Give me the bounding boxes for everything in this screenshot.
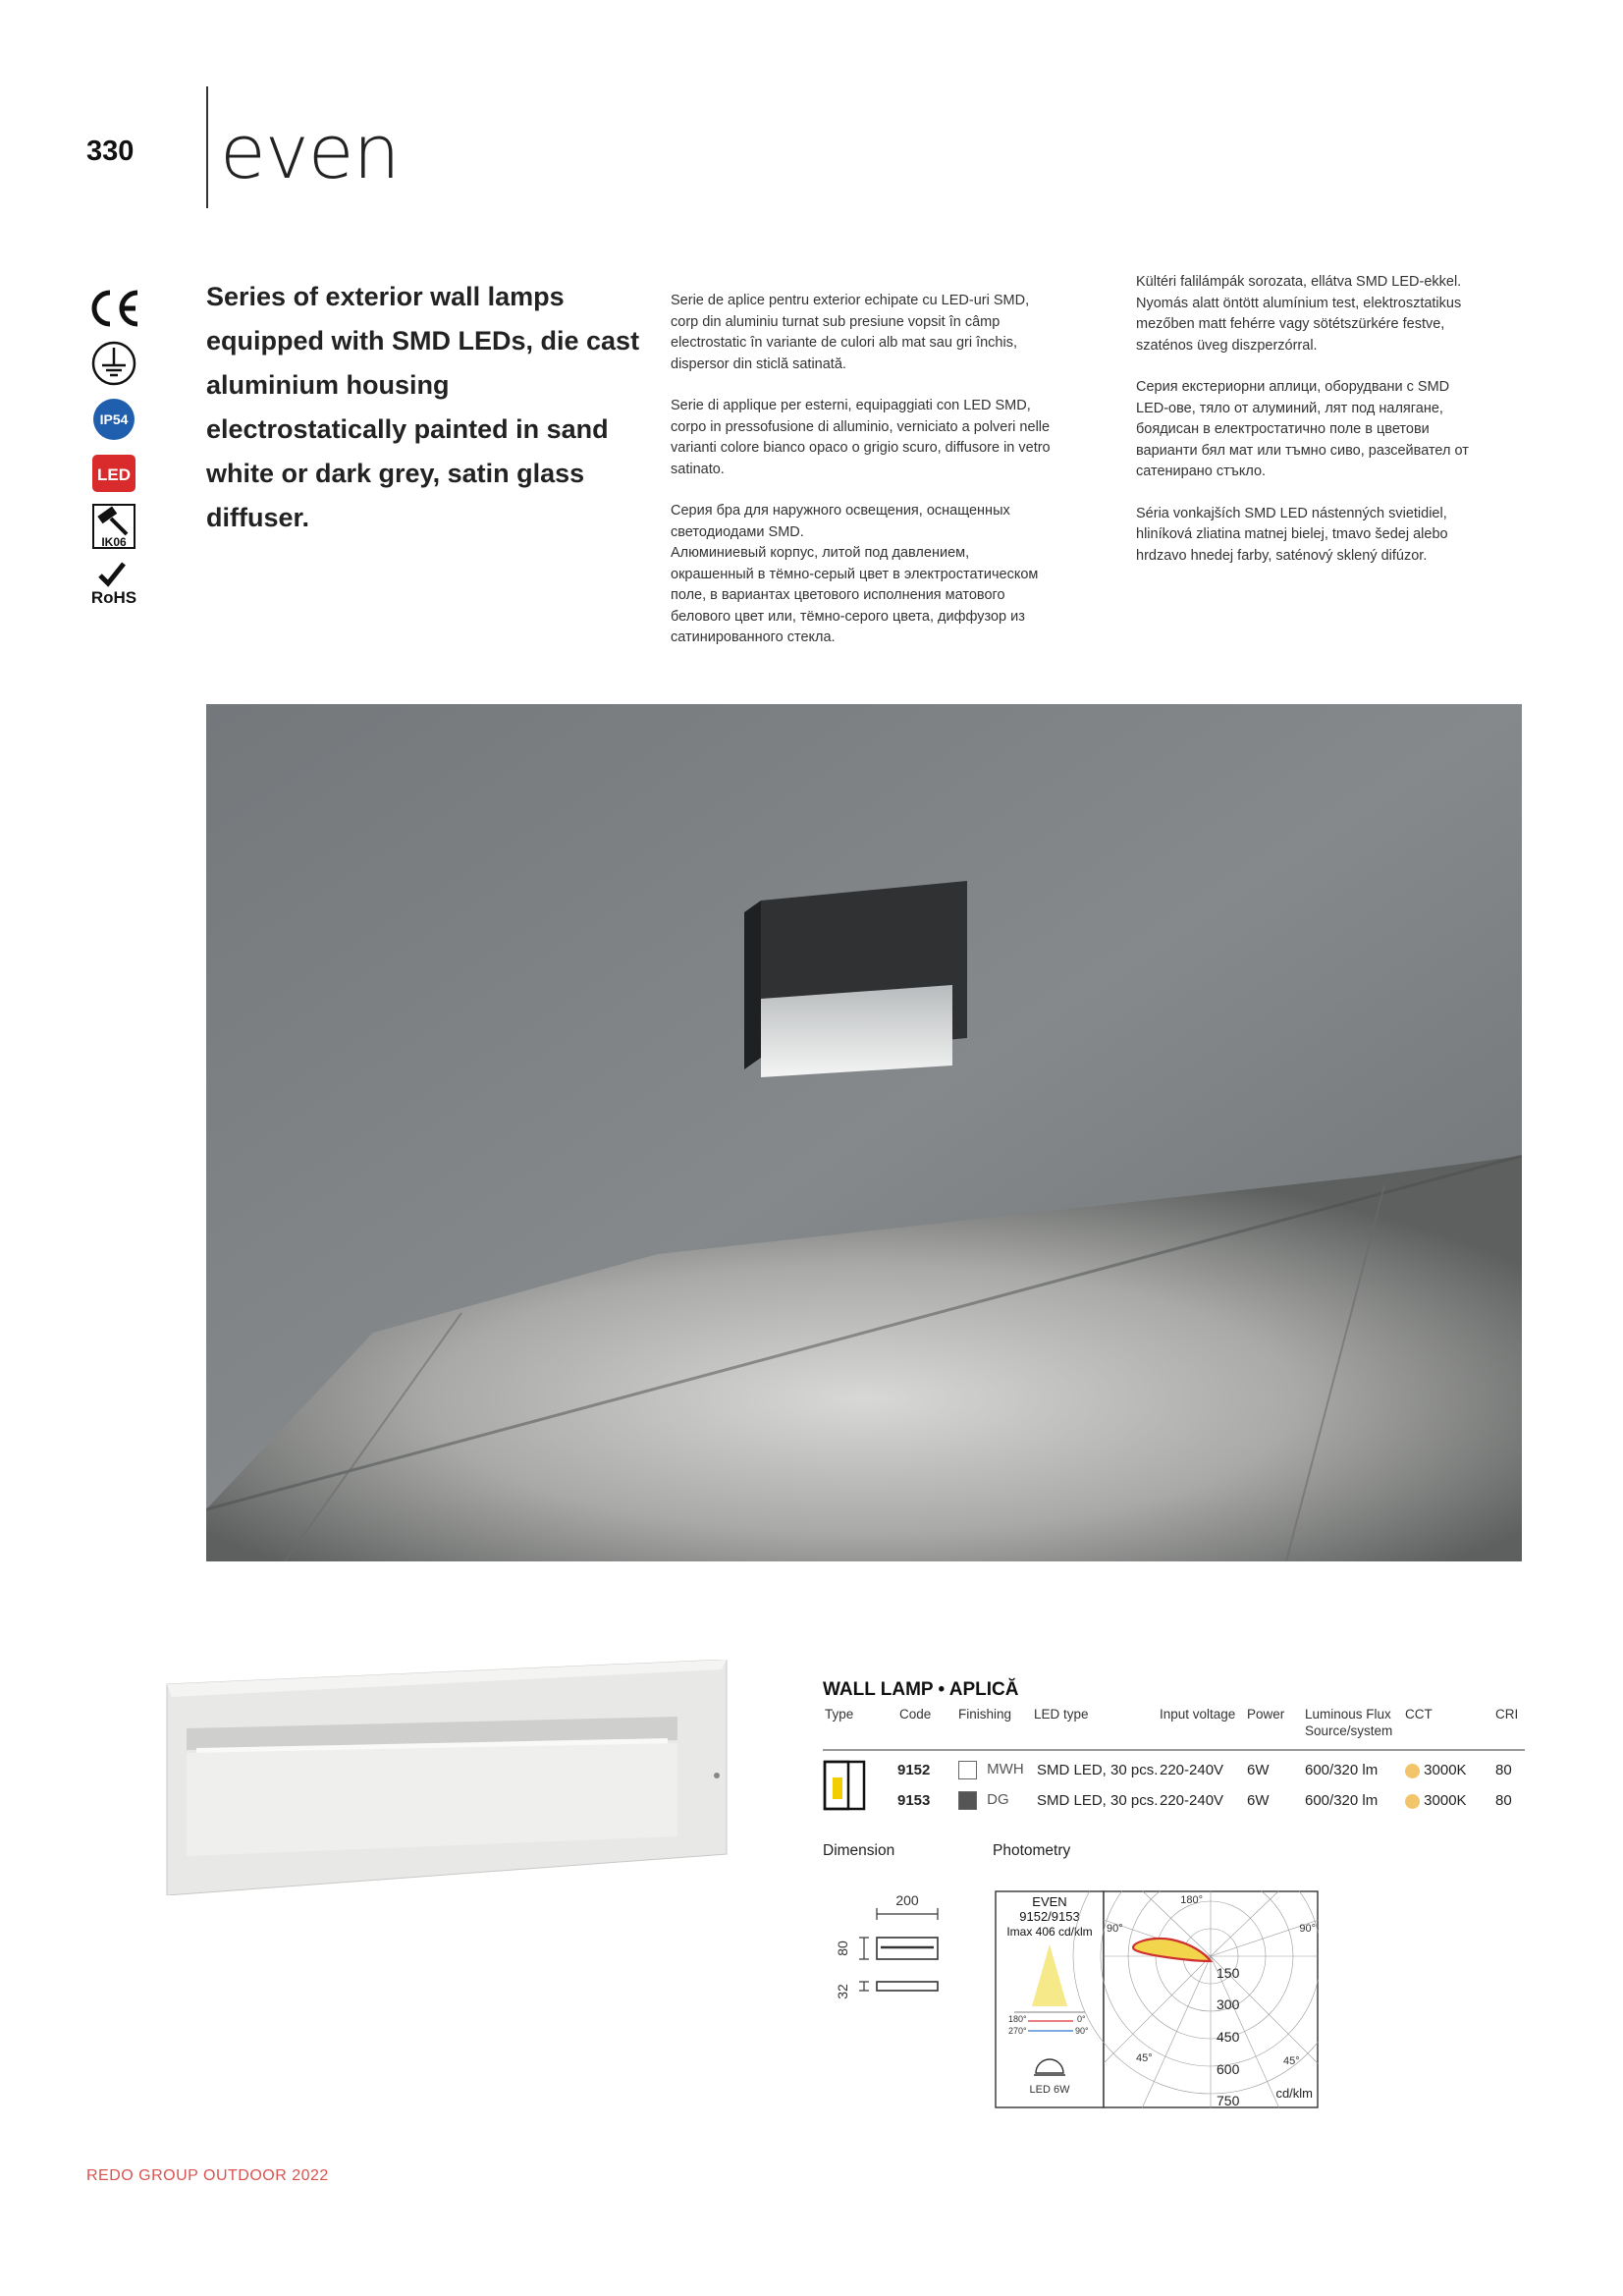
finish-swatch	[958, 1761, 977, 1779]
product-image	[157, 1660, 736, 1895]
description-romanian: Serie de aplice pentru exterior echipate cu LED-uri SMD, corp din aluminiu turnat sub presiune vopsit în câmp electrostatic în variante de culori alb mat sau gri închis, dispersor din sticlă satinată.	[671, 293, 1030, 372]
dimension-drawing	[825, 1890, 962, 2028]
photometry-codes: 9152/9153	[1019, 1909, 1080, 1924]
description-slovak: Séria vonkajších SMD LED nástenných svietidiel, hliníková zliatina matnej bielej, tmavo šedej alebo hrdzavo hnedej farby, saténový sklený difúzor.	[1136, 505, 1448, 564]
earth-ground-icon	[89, 340, 138, 387]
polar-unit: cd/klm	[1275, 2086, 1313, 2101]
angle-bottom-right: 45°	[1283, 2055, 1300, 2067]
description-bulgarian: Серия екстериорни аплици, оборудвани с SMD LED-ове, тяло от алуминий, лят под налягане, боядисан в електростатично поле в цветови варианти бял мат или тъмно сиво, разсейвател от сатенирано стъкло.	[1136, 379, 1469, 479]
description-russian: Серия бра для наружного освещения, оснащенных светодиодами SMD. Алюминиевый корпус, литой под давлением, окрашенный в тёмно-серый цвет в электростатическом поле, в вариантах цветового исполнения матового белового цвет или, тёмно-серого цвета, диффузор из сатинированного стекла.	[671, 503, 1039, 645]
angle-right: 90°	[1299, 1923, 1316, 1935]
row-cct	[1405, 1792, 1467, 1809]
finish-label: MWH	[987, 1761, 1024, 1778]
row-code: 9152	[897, 1762, 931, 1778]
row-finishing	[958, 1761, 1024, 1779]
wall-lamp-type-icon	[823, 1760, 866, 1811]
col-luminous-flux-sub: Source/system	[1305, 1723, 1393, 1738]
ce-mark-icon	[84, 287, 143, 330]
row-voltage: 220-240V	[1160, 1762, 1224, 1778]
hero-photo	[206, 704, 1522, 1561]
title-divider	[206, 86, 208, 208]
ring-label: 450	[1217, 2029, 1240, 2045]
col-finishing: Finishing	[958, 1707, 1012, 1722]
legend-90: 90°	[1075, 2026, 1089, 2036]
cct-value: 3000K	[1424, 1792, 1467, 1809]
angle-top: 180°	[1180, 1894, 1203, 1906]
dimension-height: 80	[835, 1941, 850, 1956]
ring-label: 300	[1217, 1996, 1240, 2012]
description-column-a	[671, 291, 1103, 670]
photometry-name: EVEN	[1032, 1894, 1067, 1909]
description-hungarian: Kültéri falilámpák sorozata, ellátva SMD LED-ekkel. Nyomás alatt öntött alumínium test, elektrosztatikus mezőben matt fehérre vagy sötétszürkére festve, szaténos üveg diszperzórral.	[1136, 274, 1462, 354]
footer-brand: REDO GROUP OUTDOOR 2022	[86, 2167, 329, 2184]
row-code: 9153	[897, 1792, 931, 1809]
ik06-label: IK06	[101, 535, 127, 549]
col-led-type: LED type	[1034, 1707, 1089, 1722]
angle-left: 90°	[1107, 1923, 1123, 1935]
series-title: even	[220, 108, 400, 195]
spec-title: WALL LAMP • APLICĂ	[823, 1679, 1019, 1700]
ip54-icon	[91, 397, 136, 442]
row-led-type: SMD LED, 30 pcs.	[1037, 1792, 1159, 1809]
ik06-icon	[91, 503, 136, 550]
led-icon	[91, 454, 136, 493]
ring-label: 150	[1217, 1965, 1240, 1981]
photometry-lamp: LED 6W	[1029, 2084, 1070, 2096]
photometry-label: Photometry	[993, 1842, 1071, 1859]
row-voltage: 220-240V	[1160, 1792, 1224, 1809]
col-type: Type	[825, 1707, 854, 1722]
row-cct	[1405, 1762, 1467, 1778]
ip54-label: IP54	[99, 411, 129, 427]
col-power: Power	[1247, 1707, 1285, 1722]
row-flux: 600/320 lm	[1305, 1762, 1379, 1778]
spec-divider	[823, 1749, 1525, 1751]
headline-description: Series of exterior wall lamps equipped with SMD LEDs, die cast aluminium housing electrostatically painted in sand white or dark grey, satin glass diffuser.	[206, 282, 640, 532]
row-cri: 80	[1495, 1792, 1512, 1809]
col-luminous-flux-label: Luminous Flux	[1305, 1707, 1391, 1722]
cct-dot-icon	[1405, 1764, 1420, 1778]
cct-value: 3000K	[1424, 1762, 1467, 1778]
ring-label: 600	[1217, 2061, 1240, 2077]
rohs-icon	[86, 560, 141, 607]
description-italian: Serie di applique per esterni, equipaggiati con LED SMD, corpo in pressofusione di alluminio, verniciato a polveri nelle varianti colore bianco opaco o grigio scuro, diffusore in vetro satinato.	[671, 398, 1051, 477]
photometry-imax: Imax 406 cd/klm	[1006, 1925, 1093, 1939]
col-code: Code	[899, 1707, 932, 1722]
col-luminous-flux	[1305, 1706, 1392, 1739]
row-flux: 600/320 lm	[1305, 1792, 1379, 1809]
rohs-label: RoHS	[90, 588, 137, 607]
row-power: 6W	[1247, 1762, 1270, 1778]
row-led-type: SMD LED, 30 pcs.	[1037, 1762, 1159, 1778]
ring-label: 750	[1217, 2093, 1240, 2108]
legend-180: 180°	[1008, 2014, 1027, 2024]
row-finishing	[958, 1791, 1009, 1810]
legend-0: 0°	[1077, 2014, 1086, 2024]
angle-bottom-left: 45°	[1136, 2052, 1153, 2064]
row-cri: 80	[1495, 1762, 1512, 1778]
description-column-b	[1136, 272, 1509, 587]
col-input-voltage: Input voltage	[1160, 1707, 1236, 1722]
finish-swatch	[958, 1791, 977, 1810]
page-number: 330	[86, 136, 135, 167]
led-label: LED	[97, 465, 131, 484]
col-cct: CCT	[1405, 1707, 1433, 1722]
cct-dot-icon	[1405, 1794, 1420, 1809]
row-power: 6W	[1247, 1792, 1270, 1809]
photometry-diagram	[995, 1890, 1319, 2108]
dimension-width: 200	[895, 1892, 919, 1908]
finish-label: DG	[987, 1791, 1009, 1809]
dimension-label: Dimension	[823, 1842, 895, 1859]
certification-icons	[82, 287, 145, 607]
dimension-depth: 32	[835, 1984, 850, 1999]
legend-270: 270°	[1008, 2026, 1027, 2036]
col-cri: CRI	[1495, 1707, 1519, 1722]
